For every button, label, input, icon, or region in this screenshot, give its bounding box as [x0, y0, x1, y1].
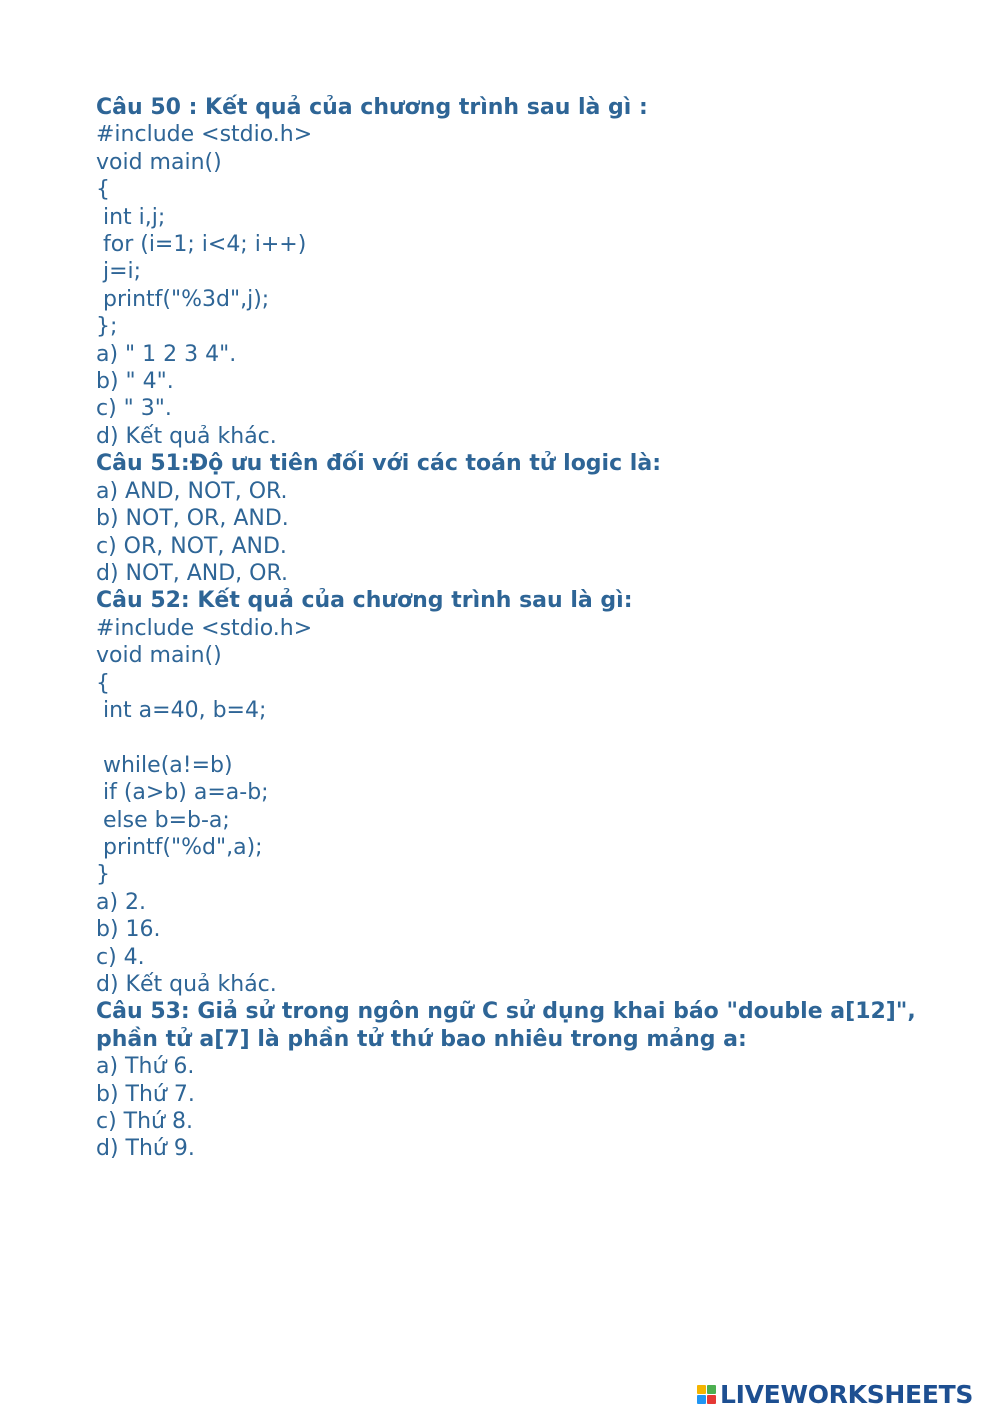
- answer-option: d) Kết quả khác.: [96, 423, 277, 449]
- liveworksheets-logo-icon: [697, 1385, 716, 1404]
- code-line: void main(): [96, 149, 222, 175]
- question-text: Câu 53: Giả sử trong ngôn ngữ C sử dụng khai báo "double a[12]", phần tử a[7] là phần tử thứ bao nhiêu trong mảng a:: [96, 999, 916, 1052]
- answer-option: b) 16.: [96, 917, 161, 943]
- answer-option: c) Thứ 8.: [96, 1109, 193, 1135]
- brand-name: LIVEWORKSHEETS: [720, 1379, 974, 1409]
- question-text: Câu 51:Độ ưu tiên đối với các toán tử logic là:: [96, 451, 661, 477]
- answer-option: c) 4.: [96, 944, 145, 970]
- code-line: };: [96, 314, 118, 340]
- answer-option: b) Thứ 7.: [96, 1081, 195, 1107]
- answer-option: d) NOT, AND, OR.: [96, 560, 288, 586]
- worksheet-content: [96, 94, 956, 1163]
- answer-option: d) Kết quả khác.: [96, 971, 277, 997]
- answer-option: c) " 3".: [96, 396, 172, 422]
- code-line: if (a>b) a=a-b;: [96, 780, 269, 806]
- answer-option: b) " 4".: [96, 369, 174, 395]
- code-line: printf("%3d",j);: [96, 286, 270, 312]
- code-line: j=i;: [96, 259, 142, 285]
- code-line: for (i=1; i<4; i++): [96, 232, 307, 258]
- code-line: {: [96, 177, 110, 203]
- code-line: {: [96, 670, 110, 696]
- code-line: int a=40, b=4;: [96, 697, 267, 723]
- code-line: }: [96, 862, 110, 888]
- answer-option: a) " 1 2 3 4".: [96, 341, 237, 367]
- question-text: Câu 50 : Kết quả của chương trình sau là gì :: [96, 95, 648, 120]
- answer-option: a) Thứ 6.: [96, 1054, 195, 1080]
- code-line: #include <stdio.h>: [96, 122, 313, 148]
- answer-option: a) AND, NOT, OR.: [96, 478, 288, 504]
- code-line: while(a!=b): [96, 752, 233, 778]
- answer-option: d) Thứ 9.: [96, 1136, 195, 1162]
- liveworksheets-brand: [697, 1377, 973, 1411]
- answer-option: a) 2.: [96, 889, 147, 915]
- code-line: void main(): [96, 643, 222, 669]
- logo-square: [697, 1395, 706, 1404]
- code-line: int i,j;: [96, 204, 166, 230]
- answer-option: b) NOT, OR, AND.: [96, 506, 289, 532]
- logo-square: [707, 1395, 716, 1404]
- answer-option: c) OR, NOT, AND.: [96, 533, 287, 559]
- code-line: [96, 724, 956, 751]
- code-line: printf("%d",a);: [96, 834, 263, 860]
- question-text: Câu 52: Kết quả của chương trình sau là gì:: [96, 588, 633, 614]
- code-line: else b=b-a;: [96, 807, 230, 833]
- code-line: #include <stdio.h>: [96, 615, 313, 641]
- logo-square: [707, 1385, 716, 1394]
- logo-square: [697, 1385, 706, 1394]
